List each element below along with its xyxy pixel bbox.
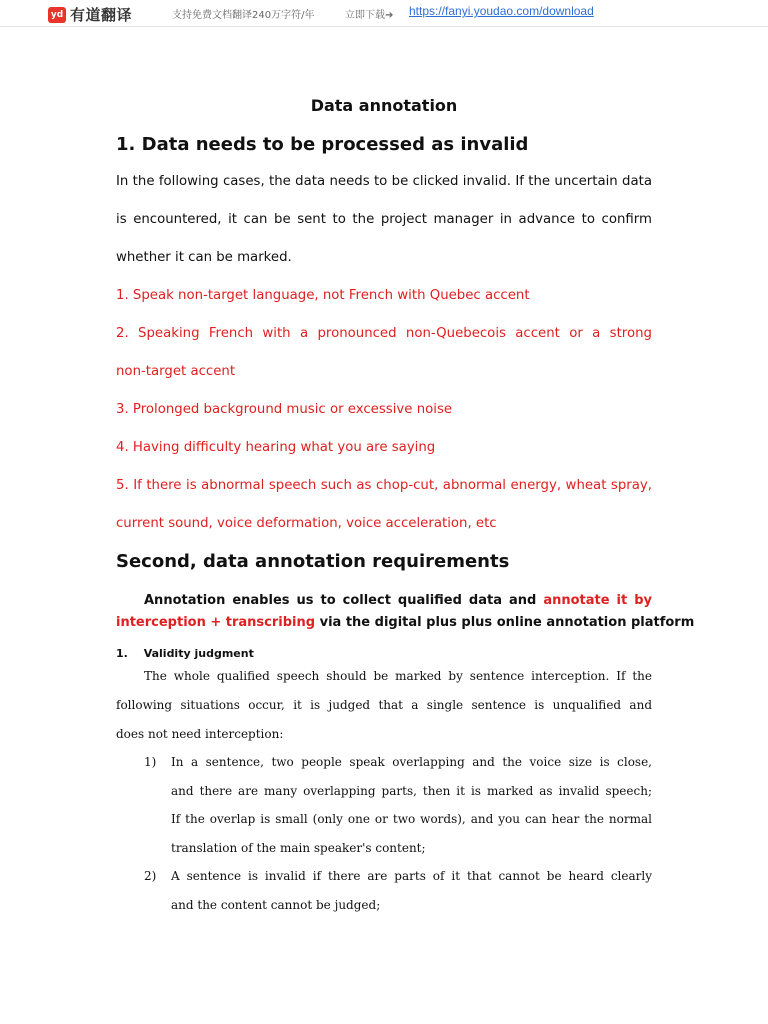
download-now-button[interactable]: 立即下载➔ xyxy=(345,10,394,21)
section1-intro-line: is encountered, it can be sent to the project manager in advance to confirm xyxy=(116,212,652,227)
section1-heading: 1. Data needs to be processed as invalid xyxy=(116,134,529,155)
youdao-logo[interactable] xyxy=(48,4,132,25)
annotation-highlight: interception + transcribing xyxy=(116,615,316,630)
top-banner xyxy=(0,0,768,27)
section1-intro-line: whether it can be marked. xyxy=(116,250,292,265)
list-number: 1) xyxy=(144,755,157,769)
invalid-item-continued: current sound, voice deformation, voice acceleration, etc xyxy=(116,516,497,531)
list-item-line: In a sentence, two people speak overlapping and the voice size is close, xyxy=(171,755,652,769)
annotation-text: via the digital plus plus online annotation platform xyxy=(315,615,695,630)
promo-text: 支持免费文档翻译240万字符/年 xyxy=(172,10,315,21)
validity-body-line: following situations occur, it is judged that a single sentence is unqualified and xyxy=(116,698,652,712)
validity-heading-number: 1. xyxy=(116,647,128,660)
invalid-item: 1. Speak non-target language, not French with Quebec accent xyxy=(116,288,530,303)
annotation-highlight: annotate it by xyxy=(543,593,653,608)
annotation-paragraph-line2 xyxy=(116,615,695,630)
invalid-item-continued: non-target accent xyxy=(116,364,236,379)
document-title: Data annotation xyxy=(310,96,458,115)
download-link[interactable]: https://fanyi.youdao.com/download xyxy=(409,4,594,18)
annotation-text: Annotation enables us to collect qualified data and xyxy=(144,593,544,608)
validity-body-line: does not need interception: xyxy=(116,727,284,741)
section2-heading: Second, data annotation requirements xyxy=(116,551,510,572)
invalid-item: 5. If there is abnormal speech such as chop-cut, abnormal energy, wheat spray, xyxy=(116,478,652,493)
invalid-item: 2. Speaking French with a pronounced non-Quebecois accent or a strong xyxy=(116,326,652,341)
list-item-line: and there are many overlapping parts, then it is marked as invalid speech; xyxy=(171,784,652,798)
annotation-paragraph-line1 xyxy=(116,593,652,608)
invalid-item: 4. Having difficulty hearing what you are saying xyxy=(116,440,436,455)
validity-heading xyxy=(116,647,254,660)
list-item-line: A sentence is invalid if there are parts of it that cannot be heard clearly xyxy=(171,869,652,883)
list-item-line: If the overlap is small (only one or two words), and you can hear the normal xyxy=(171,812,652,826)
validity-body-line: The whole qualified speech should be marked by sentence interception. If the xyxy=(144,669,652,683)
list-item-line: translation of the main speaker's content; xyxy=(171,841,426,855)
validity-heading-text: Validity judgment xyxy=(143,647,254,660)
invalid-item: 3. Prolonged background music or excessive noise xyxy=(116,402,453,417)
section1-intro-line: In the following cases, the data needs to be clicked invalid. If the uncertain data xyxy=(116,174,652,189)
list-item-line: and the content cannot be judged; xyxy=(171,898,381,912)
logo-text: 有道翻译 xyxy=(70,6,133,24)
list-number: 2) xyxy=(144,869,157,883)
youdao-logo-icon: yd xyxy=(48,7,66,23)
